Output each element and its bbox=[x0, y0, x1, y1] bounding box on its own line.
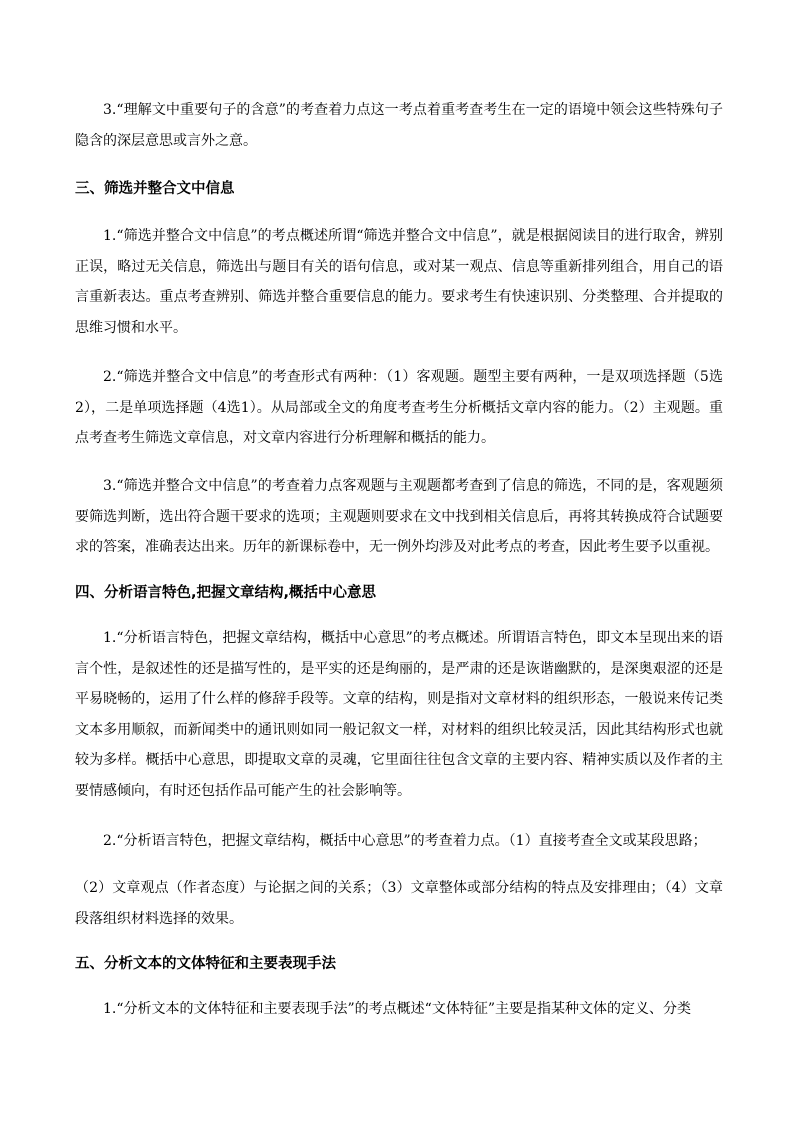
heading-section-3: 三、筛选并整合文中信息 bbox=[75, 181, 235, 197]
paragraph-filter-info-3: 3.“筛选并整合文中信息”的考查着力点客观题与主观题都考查到了信息的筛选，不同的是，客观题须要筛选判断，选出符合题干要求的选项；主观题则要求在文中找到相关信息后，再将其转换成符合试题要求的答案，准确表达出来。历年的新课标卷中，无一例外均涉及对此考点的考查，因此考生要予以重视。 bbox=[75, 478, 723, 555]
paragraph-filter-info-2: 2.“筛选并整合文中信息”的考查形式有两种：（1）客观题。题型主要有两种，一是双项选择题（5选2），二是单项选择题（4选1）。从局部或全文的角度考查考生分析概括文章内容的能力。（2）主观题。重点考查考生筛选文章信息，对文章内容进行分析理解和概括的能力。 bbox=[75, 369, 723, 446]
heading-section-5: 五、分析文本的文体特征和主要表现手法 bbox=[75, 956, 336, 972]
heading-section-4: 四、分析语言特色,把握文章结构,概括中心意思 bbox=[75, 585, 377, 601]
paragraph-language-structure-2-cont: （2）文章观点（作者态度）与论据之间的关系；（3）文章整体或部分结构的特点及安排理由；（4）文章段落组织材料选择的效果。 bbox=[75, 880, 723, 927]
paragraph-language-structure-2: 2.“分析语言特色，把握文章结构，概括中心意思”的考查着力点。（1）直接考查全文或某段思路； bbox=[103, 833, 707, 849]
paragraph-filter-info-1: 1.“筛选并整合文中信息”的考点概述所谓“筛选并整合文中信息”，就是根据阅读目的进行取舍，辨别正误，略过无关信息，筛选出与题目有关的语句信息，或对某一观点、信息等重新排列组合，用自己的语言重新表达。重点考查辨别、筛选并整合重要信息的能力。要求考生有快速识别、分类整理、合并提取的思维习惯和水平。 bbox=[75, 228, 723, 336]
paragraph-language-structure-1: 1.“分析语言特色，把握文章结构，概括中心意思”的考点概述。所谓语言特色，即文本呈现出来的语言个性，是叙述性的还是描写性的，是平实的还是绚丽的，是严肃的还是诙谐幽默的，是深奥艰涩的还是平易晓畅的，运用了什么样的修辞手段等。文章的结构，则是指对文章材料的组织形态，一般说来传记类文本多用顺叙，而新闻类中的通讯则如同一般记叙文一样，对材料的组织比较灵活，因此其结构形式也就较为多样。概括中心意思，即提取文章的灵魂，它里面往往包含文章的主要内容、精神实质以及作者的主要情感倾向，有时还包括作品可能产生的社会影响等。 bbox=[75, 630, 723, 799]
paragraph-genre-features-1: 1.“分析文本的文体特征和主要表现手法”的考点概述“文体特征”主要是指某种文体的定义、分类 bbox=[103, 1001, 691, 1017]
paragraph-sentence-meaning-3: 3.“理解文中重要句子的含意”的考查着力点这一考点着重考查考生在一定的语境中领会这些特殊句子隐含的深层意思或言外之意。 bbox=[75, 102, 723, 149]
